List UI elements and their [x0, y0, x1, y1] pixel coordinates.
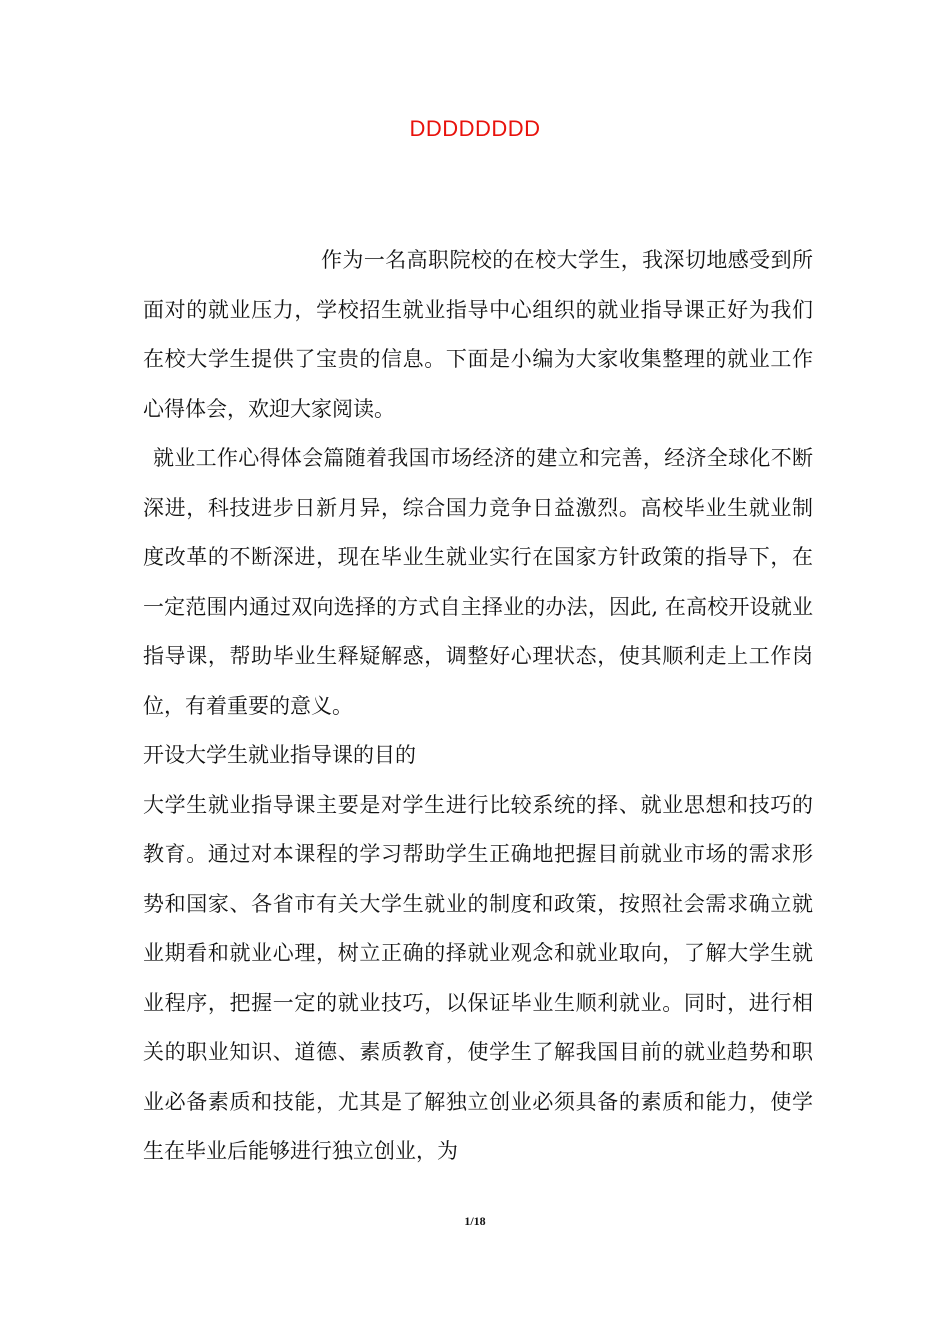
document-body — [143, 236, 813, 1177]
document-title: DDDDDDDD — [409, 116, 541, 141]
section-heading: 开设大学生就业指导课的目的 — [143, 743, 416, 767]
paragraph-purpose: 大学生就业指导课主要是对学生进行比较系统的择、就业思想和技巧的教育。通过对本课程的学习帮助学生正确地把握目前就业市场的需求形势和国家、各省市有关大学生就业的制度和政策，按照社会需求确立就业期看和就业心理，树立正确的择就业观念和就业取向，了解大学生就业程序，把握一定的就业技巧，以保证毕业生顺利就业。同时，进行相关的职业知识、道德、素质教育，使学生了解我国目前的就业趋势和职业必备素质和技能，尤其是了解独立创业必须具备的素质和能力，使学生在毕业后能够进行独立创业，为 — [143, 792, 813, 1163]
page-number: 1/18 — [464, 1214, 486, 1228]
paragraph-experience: 就业工作心得体会篇随着我国市场经济的建立和完善，经济全球化不断深进，科技进步日新月异，综合国力竞争日益激烈。高校毕业生就业制度改革的不断深进，现在毕业生就业实行在国家方针政策的指导下，在一定范围内通过双向选择的方式自主择业的办法，因此, 在高校开设就业指导课，帮助毕业生释疑解惑，调整好心理状态，使其顺利走上工作岗位，有着重要的意义。 — [143, 446, 813, 718]
paragraph-intro: 作为一名高职院校的在校大学生，我深切地感受到所面对的就业压力，学校招生就业指导中心组织的就业指导课正好为我们在校大学生提供了宝贵的信息。下面是小编为大家收集整理的就业工作心得体会，欢迎大家阅读。 — [143, 248, 813, 421]
